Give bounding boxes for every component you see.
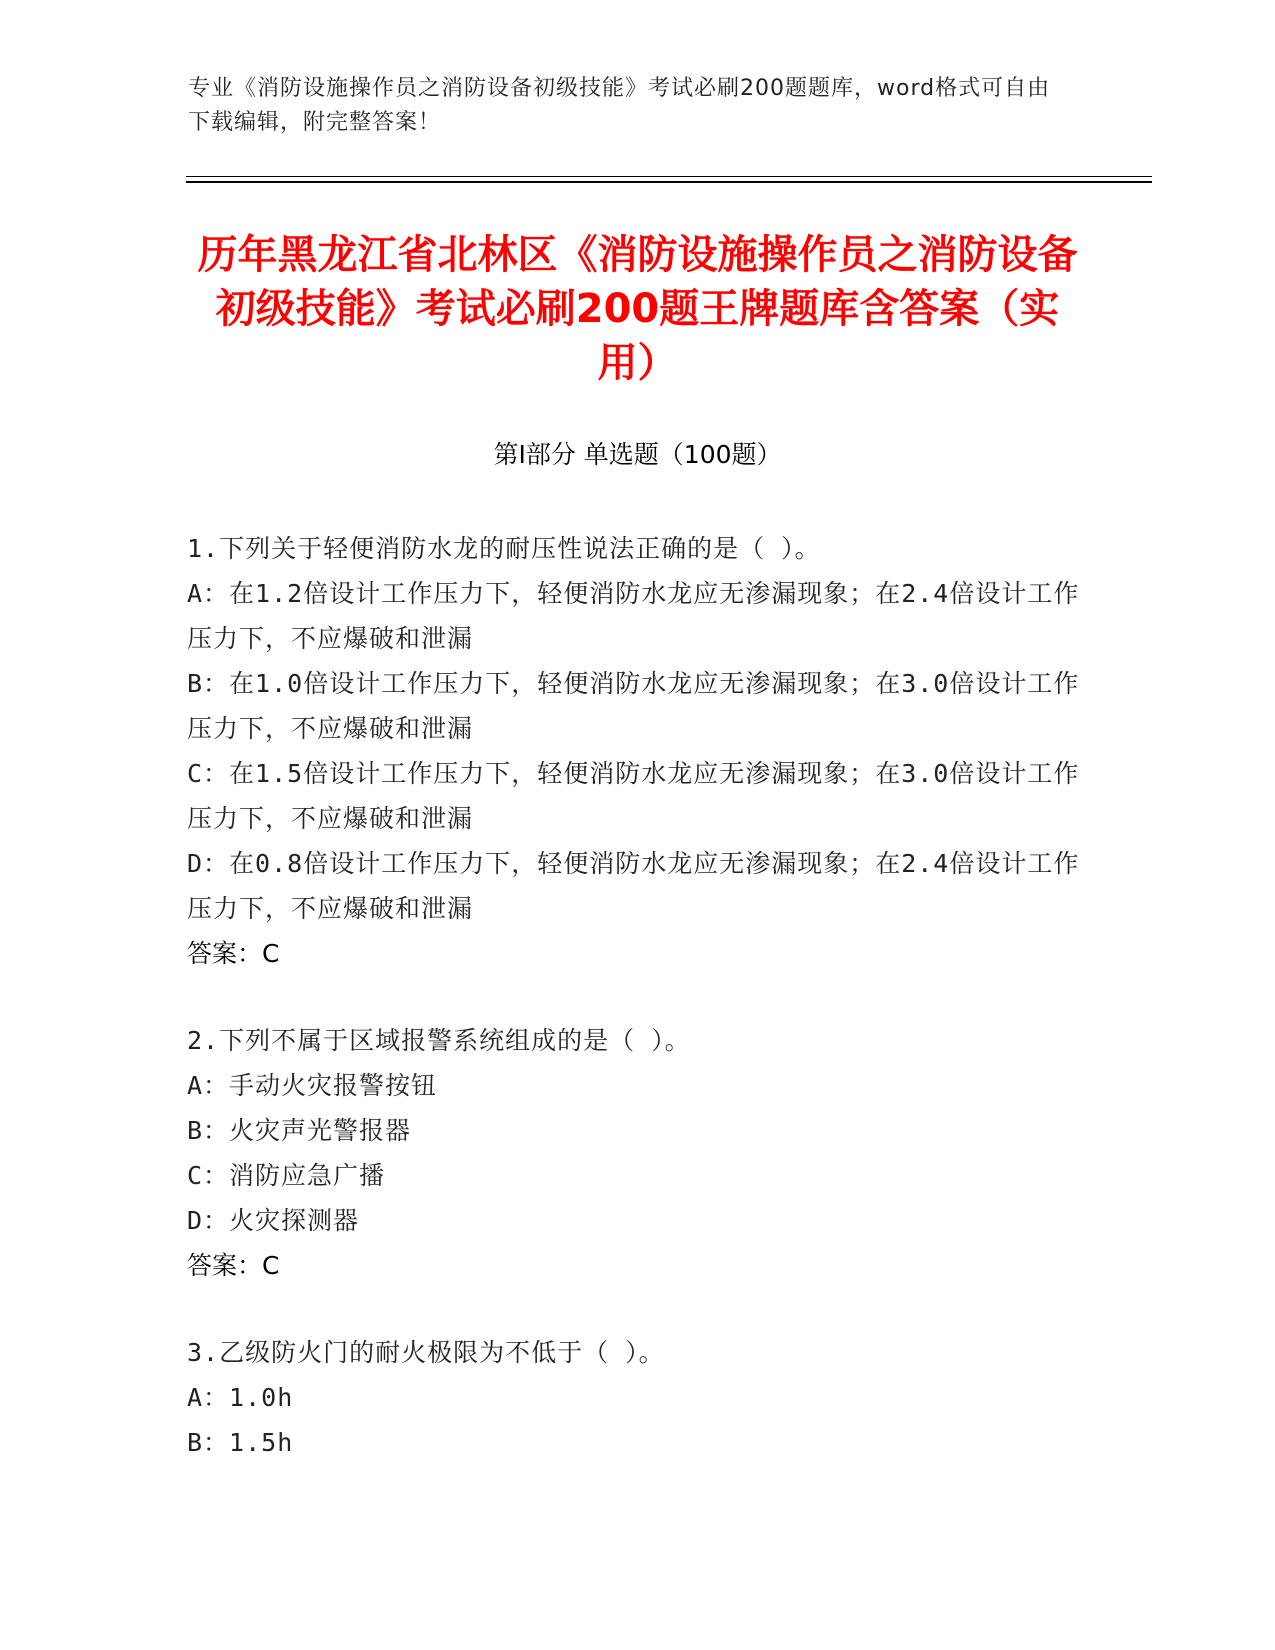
option-b: B：火灾声光警报器 [187, 1116, 412, 1145]
question-3 [187, 1330, 1082, 1465]
option-a: A：在1.2倍设计工作压力下，轻便消防水龙应无渗漏现象；在2.4倍设计工作压力下，不应爆破和泄漏 [187, 579, 1080, 653]
option-a: A：1.0h [187, 1383, 294, 1412]
option-d: D：在0.8倍设计工作压力下，轻便消防水龙应无渗漏现象；在2.4倍设计工作压力下，不应爆破和泄漏 [187, 849, 1080, 923]
question-stem: 3.乙级防火门的耐火极限为不低于（ ）。 [187, 1338, 665, 1367]
question-1 [187, 526, 1082, 976]
question-2 [187, 1018, 1082, 1288]
header-divider-thick [186, 181, 1152, 183]
question-stem: 1.下列关于轻便消防水龙的耐压性说法正确的是（ ）。 [187, 534, 821, 563]
question-stem: 2.下列不属于区域报警系统组成的是（ ）。 [187, 1026, 691, 1055]
option-b: B：在1.0倍设计工作压力下，轻便消防水龙应无渗漏现象；在3.0倍设计工作压力下，不应爆破和泄漏 [187, 669, 1080, 743]
option-c: C：消防应急广播 [187, 1161, 386, 1190]
answer: 答案：C [187, 1251, 280, 1280]
option-a: A：手动火灾报警按钮 [187, 1071, 438, 1100]
answer: 答案：C [187, 939, 280, 968]
option-d: D：火灾探测器 [187, 1206, 360, 1235]
option-c: C：在1.5倍设计工作压力下，轻便消防水龙应无渗漏现象；在3.0倍设计工作压力下，不应爆破和泄漏 [187, 759, 1080, 833]
question-list [187, 526, 1082, 1507]
option-b: B：1.5h [187, 1428, 294, 1457]
header-divider-thin [186, 176, 1152, 177]
section-title: 第I部分 单选题（100题） [493, 440, 782, 469]
header-note: 专业《消防设施操作员之消防设备初级技能》考试必刷200题题库，word格式可自由下载编辑，附完整答案！ [188, 76, 1051, 135]
document-title: 历年黑龙江省北林区《消防设施操作员之消防设备初级技能》考试必刷200题王牌题库含答案（实用） [197, 232, 1078, 386]
